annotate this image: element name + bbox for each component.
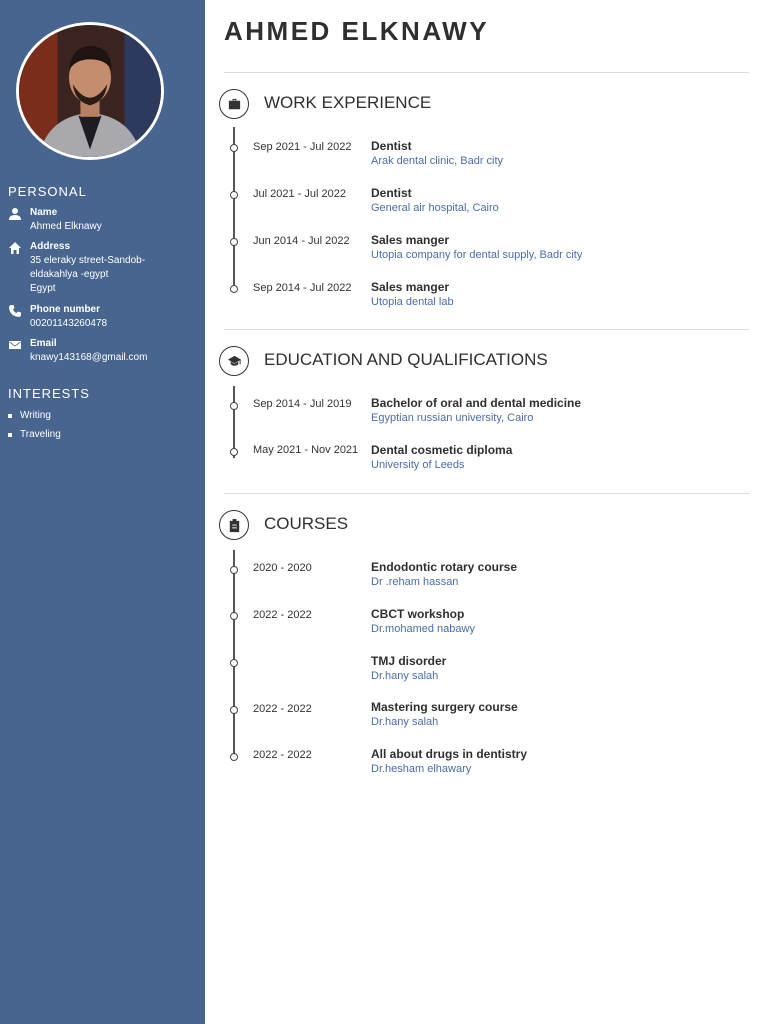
timeline-dot <box>230 659 238 667</box>
work-org: Arak dental clinic, Badr city <box>371 155 504 167</box>
work-org: General air hospital, Cairo <box>371 202 499 214</box>
interest-item <box>8 410 51 421</box>
graduation-cap-icon <box>219 346 249 376</box>
education-institution: University of Leeds <box>371 459 465 471</box>
work-experience-heading: WORK EXPERIENCE <box>264 93 432 112</box>
envelope-icon <box>8 338 22 352</box>
course-title: CBCT workshop <box>371 607 465 621</box>
personal-email <box>8 337 198 365</box>
briefcase-icon <box>219 89 249 119</box>
home-icon <box>8 241 22 255</box>
work-role: Dentist <box>371 186 412 200</box>
timeline-dot <box>230 238 238 246</box>
sidebar <box>0 0 205 1024</box>
timeline-dot <box>230 144 238 152</box>
bullet-icon <box>8 433 12 437</box>
courses-timeline <box>233 550 235 760</box>
course-date: 2020 - 2020 <box>253 562 312 574</box>
profile-photo-image <box>19 25 161 157</box>
timeline-dot <box>230 753 238 761</box>
education-degree: Bachelor of oral and dental medicine <box>371 396 582 410</box>
interest-label: Traveling <box>20 429 61 440</box>
course-date: 2022 - 2022 <box>253 749 312 761</box>
page-title: AHMED ELKNAWY <box>224 16 490 46</box>
address-line-3: Egypt <box>30 283 56 294</box>
personal-name <box>8 206 198 234</box>
phone-label: Phone number <box>30 304 101 315</box>
email-value: knawy143168@gmail.com <box>30 352 148 363</box>
timeline-dot <box>230 191 238 199</box>
course-title: All about drugs in dentistry <box>371 747 528 761</box>
address-line-2: eldakahlya -egypt <box>30 269 109 280</box>
work-role: Dentist <box>371 139 412 153</box>
phone-value: 00201143260478 <box>30 318 108 329</box>
education-institution: Egyptian russian university, Cairo <box>371 412 534 424</box>
divider <box>224 493 749 494</box>
course-instructor: Dr.mohamed nabawy <box>371 623 475 635</box>
course-date: 2022 - 2022 <box>253 609 312 621</box>
education-date: May 2021 - Nov 2021 <box>253 444 359 456</box>
email-label: Email <box>30 338 57 349</box>
interests-heading: INTERESTS <box>8 386 90 401</box>
timeline-dot <box>230 612 238 620</box>
education-heading: EDUCATION AND QUALIFICATIONS <box>264 350 548 369</box>
address-line-1: 35 eleraky street-Sandob- <box>30 255 146 266</box>
address-label: Address <box>30 241 71 252</box>
interest-item <box>8 429 61 440</box>
course-date: 2022 - 2022 <box>253 703 312 715</box>
divider <box>224 329 749 330</box>
course-instructor: Dr.hany salah <box>371 670 439 682</box>
course-title: Mastering surgery course <box>371 700 518 714</box>
work-role: Sales manger <box>371 280 450 294</box>
name-label: Name <box>30 207 58 218</box>
profile-photo <box>16 22 164 160</box>
work-role: Sales manger <box>371 233 450 247</box>
timeline-dot <box>230 402 238 410</box>
personal-address <box>8 240 198 296</box>
timeline-dot <box>230 285 238 293</box>
work-date: Jul 2021 - Jul 2022 <box>253 188 346 200</box>
interest-label: Writing <box>20 410 51 421</box>
name-value: Ahmed Elknawy <box>30 221 102 232</box>
divider <box>224 72 749 73</box>
timeline-dot <box>230 706 238 714</box>
course-instructor: Dr .reham hassan <box>371 576 459 588</box>
phone-icon <box>8 304 22 318</box>
personal-heading: PERSONAL <box>8 184 87 199</box>
timeline-dot <box>230 566 238 574</box>
course-instructor: Dr.hany salah <box>371 716 439 728</box>
bullet-icon <box>8 414 12 418</box>
education-degree: Dental cosmetic diploma <box>371 443 513 457</box>
timeline-dot <box>230 448 238 456</box>
work-org: Utopia dental lab <box>371 296 454 308</box>
course-title: Endodontic rotary course <box>371 560 518 574</box>
courses-heading: COURSES <box>264 514 349 533</box>
person-icon <box>8 207 22 221</box>
work-date: Sep 2021 - Jul 2022 <box>253 141 352 153</box>
work-date: Sep 2014 - Jul 2022 <box>253 282 352 294</box>
work-date: Jun 2014 - Jul 2022 <box>253 235 350 247</box>
course-instructor: Dr.hesham elhawary <box>371 763 472 775</box>
course-title: TMJ disorder <box>371 654 447 668</box>
education-date: Sep 2014 - Jul 2019 <box>253 398 352 410</box>
clipboard-icon <box>219 510 249 540</box>
personal-phone <box>8 303 198 331</box>
work-org: Utopia company for dental supply, Badr city <box>371 249 583 261</box>
